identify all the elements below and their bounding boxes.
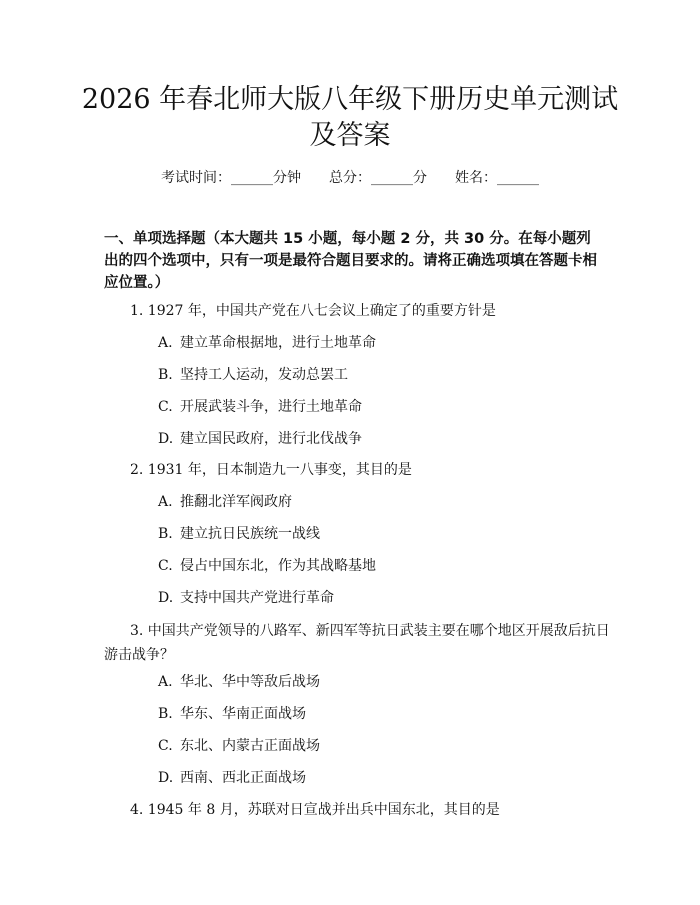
- option-text: 建立抗日民族统一战线: [180, 526, 320, 542]
- option-label: B.: [158, 367, 173, 383]
- total-score-field: 总分：______分: [329, 170, 427, 186]
- question-2-option-c: [158, 556, 598, 576]
- option-label: C.: [158, 738, 173, 754]
- option-text: 华东、华南正面战场: [180, 706, 306, 722]
- question-2-option-b: [158, 524, 598, 544]
- question-3-stem: 3. 中国共产党领导的八路军、新四军等抗日武装主要在哪个地区开展敌后抗日游击战争？: [104, 623, 610, 663]
- option-text: 推翻北洋军阀政府: [180, 494, 292, 510]
- option-label: B.: [158, 526, 173, 542]
- option-label: A.: [158, 335, 173, 351]
- question-1-option-a: [158, 333, 598, 353]
- question-2-option-a: [158, 492, 598, 512]
- option-text: 坚持工人运动，发动总罢工: [180, 367, 348, 383]
- option-text: 西南、西北正面战场: [180, 770, 306, 786]
- question-3-option-d: [158, 768, 598, 788]
- question-1-option-d: [158, 429, 598, 449]
- page-title-line-1: 2026 年春北师大版八年级下册历史单元测试: [81, 84, 619, 115]
- option-label: B.: [158, 706, 173, 722]
- option-label: D.: [158, 431, 174, 447]
- option-text: 侵占中国东北，作为其战略基地: [180, 558, 376, 574]
- option-text: 建立国民政府，进行北伐战争: [180, 431, 362, 447]
- question-4-stem: 4. 1945 年 8 月，苏联对日宣战并出兵中国东北，其目的是: [130, 802, 500, 818]
- question-1-stem: 1. 1927 年，中国共产党在八七会议上确定了的重要方针是: [130, 303, 496, 319]
- option-label: A.: [158, 494, 173, 510]
- question-2-stem: 2. 1931 年，日本制造九一八事变，其目的是: [130, 462, 412, 478]
- question-3-option-c: [158, 736, 598, 756]
- option-text: 建立革命根据地，进行土地革命: [180, 335, 376, 351]
- option-label: D.: [158, 770, 174, 786]
- question-2-option-d: [158, 588, 598, 608]
- option-label: D.: [158, 590, 174, 606]
- student-name-field: 姓名：______: [455, 170, 539, 186]
- question-3-option-a: [158, 672, 598, 692]
- option-label: C.: [158, 558, 173, 574]
- question-1-option-c: [158, 397, 598, 417]
- question-1-option-b: [158, 365, 598, 385]
- exam-time-field: 考试时间：______分钟: [161, 170, 301, 186]
- option-text: 支持中国共产党进行革命: [180, 590, 334, 606]
- page-title-line-2: 及答案: [309, 120, 391, 151]
- section-heading: 一、单项选择题（本大题共 15 小题，每小题 2 分，共 30 分。在每小题列出的四个选项中，只有一项是最符合题目要求的。请将正确选项填在答题卡相应位置。）: [104, 231, 597, 291]
- option-text: 开展武装斗争，进行土地革命: [180, 399, 362, 415]
- option-text: 东北、内蒙古正面战场: [180, 738, 320, 754]
- option-label: A.: [158, 674, 173, 690]
- option-text: 华北、华中等敌后战场: [180, 674, 320, 690]
- exam-meta: [0, 168, 700, 188]
- option-label: C.: [158, 399, 173, 415]
- question-3-option-b: [158, 704, 598, 724]
